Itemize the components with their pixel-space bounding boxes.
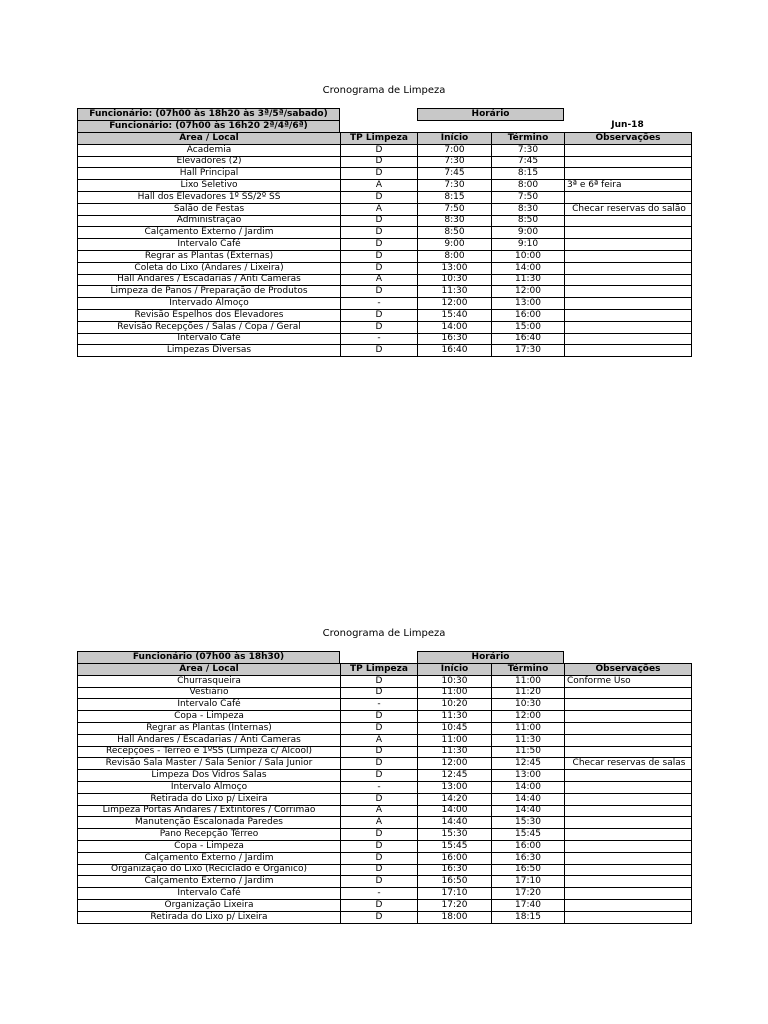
inicio-cell: 16:30 xyxy=(418,333,492,345)
observacoes-cell xyxy=(565,840,692,852)
termino-cell: 7:30 xyxy=(492,144,565,156)
inicio-cell: 11:00 xyxy=(418,687,492,699)
termino-cell: 9:10 xyxy=(492,239,565,251)
termino-cell: 11:50 xyxy=(492,746,565,758)
tp-limpeza-cell: A xyxy=(341,203,418,215)
area-cell: Limpeza Dos Vidros Salas xyxy=(78,770,341,782)
observacoes-cell xyxy=(565,333,692,345)
table-row xyxy=(78,817,692,829)
table-row xyxy=(78,250,692,262)
observacoes-cell xyxy=(565,911,692,923)
inicio-cell: 14:40 xyxy=(418,817,492,829)
tp-limpeza-cell: D xyxy=(341,687,418,699)
table-row xyxy=(78,805,692,817)
inicio-cell: 10:20 xyxy=(418,699,492,711)
area-cell: Salão de Festas xyxy=(78,203,341,215)
termino-cell: 14:00 xyxy=(492,262,565,274)
column-header-row xyxy=(78,133,692,145)
area-cell: Manutenção Escalonada Paredes xyxy=(78,817,341,829)
termino-cell: 15:45 xyxy=(492,829,565,841)
table-row xyxy=(78,711,692,723)
inicio-cell: 13:00 xyxy=(418,781,492,793)
observacoes-cell xyxy=(565,191,692,203)
table-row xyxy=(78,888,692,900)
termino-cell: 18:15 xyxy=(492,911,565,923)
table-row xyxy=(78,911,692,923)
tp-limpeza-cell: D xyxy=(341,321,418,333)
termino-cell: 12:45 xyxy=(492,758,565,770)
tp-limpeza-cell: D xyxy=(341,864,418,876)
tp-limpeza-cell: D xyxy=(341,675,418,687)
inicio-cell: 10:45 xyxy=(418,722,492,734)
termino-cell: 16:40 xyxy=(492,333,565,345)
observacoes-cell xyxy=(565,345,692,357)
termino-cell: 10:00 xyxy=(492,250,565,262)
horario-header: Horário xyxy=(417,651,564,664)
termino-cell: 11:00 xyxy=(492,675,565,687)
termino-cell: 11:20 xyxy=(492,687,565,699)
table-row xyxy=(78,309,692,321)
inicio-cell: 12:45 xyxy=(418,770,492,782)
col-area-header: Area / Local xyxy=(78,133,341,145)
col-termino-header: Término xyxy=(492,133,565,145)
table-row xyxy=(78,829,692,841)
observacoes-cell xyxy=(565,746,692,758)
observacoes-cell xyxy=(565,239,692,251)
termino-cell: 15:00 xyxy=(492,321,565,333)
termino-cell: 13:00 xyxy=(492,298,565,310)
area-cell: Copa - Limpeza xyxy=(78,840,341,852)
inicio-cell: 10:30 xyxy=(418,274,492,286)
inicio-cell: 14:00 xyxy=(418,321,492,333)
tp-limpeza-cell: D xyxy=(341,168,418,180)
tp-limpeza-cell: - xyxy=(341,333,418,345)
tp-limpeza-cell: D xyxy=(341,309,418,321)
observacoes-cell xyxy=(565,286,692,298)
area-cell: Calçamento Externo / Jardim xyxy=(78,227,341,239)
area-cell: Limpezas Diversas xyxy=(78,345,341,357)
tp-limpeza-cell: - xyxy=(341,699,418,711)
area-cell: Hall Andares / Escadarias / Anti Cameras xyxy=(78,274,341,286)
termino-cell: 11:30 xyxy=(492,274,565,286)
table-row xyxy=(78,203,692,215)
table-row xyxy=(78,734,692,746)
table-row xyxy=(78,298,692,310)
inicio-cell: 18:00 xyxy=(418,911,492,923)
termino-cell: 14:40 xyxy=(492,793,565,805)
area-cell: Revisão Recepções / Salas / Copa / Geral xyxy=(78,321,341,333)
inicio-cell: 12:00 xyxy=(418,758,492,770)
schedule-1-title: Cronograma de Limpeza xyxy=(322,85,446,96)
table-row xyxy=(78,722,692,734)
tp-limpeza-cell: D xyxy=(341,144,418,156)
area-cell: Organização do Lixo (Reciclado e Orgânico) xyxy=(78,864,341,876)
tp-limpeza-cell: A xyxy=(341,817,418,829)
table-row xyxy=(78,286,692,298)
termino-cell: 15:30 xyxy=(492,817,565,829)
termino-cell: 8:15 xyxy=(492,168,565,180)
area-cell: Regrar as Plantas (Internas) xyxy=(78,722,341,734)
observacoes-cell xyxy=(565,852,692,864)
schedule-2-title: Cronograma de Limpeza xyxy=(322,628,446,639)
tp-limpeza-cell: A xyxy=(341,180,418,192)
observacoes-cell xyxy=(565,250,692,262)
inicio-cell: 16:40 xyxy=(418,345,492,357)
inicio-cell: 7:30 xyxy=(418,180,492,192)
inicio-cell: 16:50 xyxy=(418,876,492,888)
observacoes-cell xyxy=(565,262,692,274)
tp-limpeza-cell: D xyxy=(341,239,418,251)
table-row xyxy=(78,793,692,805)
tp-limpeza-cell: D xyxy=(341,711,418,723)
area-cell: Retirada do Lixo p/ Lixeira xyxy=(78,793,341,805)
termino-cell: 8:00 xyxy=(492,180,565,192)
tp-limpeza-cell: D xyxy=(341,852,418,864)
table-row xyxy=(78,687,692,699)
termino-cell: 16:00 xyxy=(492,309,565,321)
area-cell: Vestiário xyxy=(78,687,341,699)
tp-limpeza-cell: D xyxy=(341,770,418,782)
table-row xyxy=(78,876,692,888)
col-area-header: Area / Local xyxy=(78,664,341,676)
area-cell: Intervado Almoço xyxy=(78,298,341,310)
inicio-cell: 11:30 xyxy=(418,711,492,723)
area-cell: Lixo Seletivo xyxy=(78,180,341,192)
inicio-cell: 7:45 xyxy=(418,168,492,180)
tp-limpeza-cell: D xyxy=(341,840,418,852)
table-row xyxy=(78,899,692,911)
termino-cell: 16:00 xyxy=(492,840,565,852)
area-cell: Hall dos Elevadores 1º SS/2º SS xyxy=(78,191,341,203)
tp-limpeza-cell: - xyxy=(341,781,418,793)
inicio-cell: 8:00 xyxy=(418,250,492,262)
area-cell: Administração xyxy=(78,215,341,227)
observacoes-cell: Conforme Uso xyxy=(565,675,692,687)
table-row xyxy=(78,675,692,687)
termino-cell: 8:30 xyxy=(492,203,565,215)
table-row xyxy=(78,191,692,203)
tp-limpeza-cell: D xyxy=(341,191,418,203)
observacoes-cell xyxy=(565,274,692,286)
observacoes-cell xyxy=(565,309,692,321)
observacoes-cell xyxy=(565,829,692,841)
area-cell: Regrar as Plantas (Externas) xyxy=(78,250,341,262)
inicio-cell: 17:10 xyxy=(418,888,492,900)
inicio-cell: 8:15 xyxy=(418,191,492,203)
observacoes-cell xyxy=(565,781,692,793)
tp-limpeza-cell: A xyxy=(341,734,418,746)
tp-limpeza-cell: D xyxy=(341,829,418,841)
observacoes-cell xyxy=(565,734,692,746)
observacoes-cell xyxy=(565,298,692,310)
area-cell: Academia xyxy=(78,144,341,156)
inicio-cell: 8:50 xyxy=(418,227,492,239)
termino-cell: 17:30 xyxy=(492,345,565,357)
inicio-cell: 11:30 xyxy=(418,286,492,298)
area-cell: Revisão Sala Master / Sala Senior / Sala Junior xyxy=(78,758,341,770)
area-cell: Intervalo Almoço xyxy=(78,781,341,793)
observacoes-cell xyxy=(565,722,692,734)
staff-shift: Funcionário (07h00 às 18h30) xyxy=(77,651,340,664)
area-cell: Elevadores (2) xyxy=(78,156,341,168)
termino-cell: 10:30 xyxy=(492,699,565,711)
termino-cell: 14:40 xyxy=(492,805,565,817)
inicio-cell: 13:00 xyxy=(418,262,492,274)
area-cell: Intervalo Café xyxy=(78,699,341,711)
area-cell: Hall Andares / Escadarias / Anti Cameras xyxy=(78,734,341,746)
observacoes-cell: 3ª e 6ª feira xyxy=(565,180,692,192)
table-row xyxy=(78,333,692,345)
tp-limpeza-cell: D xyxy=(341,227,418,239)
tp-limpeza-cell: A xyxy=(341,274,418,286)
tp-limpeza-cell: D xyxy=(341,876,418,888)
observacoes-cell xyxy=(565,156,692,168)
termino-cell: 12:00 xyxy=(492,286,565,298)
observacoes-cell xyxy=(565,793,692,805)
termino-cell: 11:00 xyxy=(492,722,565,734)
inicio-cell: 14:00 xyxy=(418,805,492,817)
tp-limpeza-cell: D xyxy=(341,215,418,227)
inicio-cell: 8:30 xyxy=(418,215,492,227)
observacoes-cell xyxy=(565,864,692,876)
area-cell: Revisão Espelhos dos Elevadores xyxy=(78,309,341,321)
observacoes-cell xyxy=(565,876,692,888)
month-label: Jun-18 xyxy=(611,120,644,130)
col-observacoes-header: Observações xyxy=(565,664,692,676)
table-row xyxy=(78,262,692,274)
tp-limpeza-cell: D xyxy=(341,286,418,298)
observacoes-cell xyxy=(565,699,692,711)
observacoes-cell xyxy=(565,805,692,817)
tp-limpeza-cell: D xyxy=(341,746,418,758)
table-row xyxy=(78,345,692,357)
area-cell: Intervalo Café xyxy=(78,333,341,345)
area-cell: Churrasqueira xyxy=(78,675,341,687)
area-cell: Intervalo Café xyxy=(78,888,341,900)
table-row xyxy=(78,864,692,876)
inicio-cell: 17:20 xyxy=(418,899,492,911)
termino-cell: 7:50 xyxy=(492,191,565,203)
area-cell: Limpeza de Panos / Preparação de Produtos xyxy=(78,286,341,298)
tp-limpeza-cell: - xyxy=(341,298,418,310)
termino-cell: 17:40 xyxy=(492,899,565,911)
termino-cell: 11:30 xyxy=(492,734,565,746)
observacoes-cell xyxy=(565,711,692,723)
observacoes-cell xyxy=(565,144,692,156)
table-row xyxy=(78,144,692,156)
inicio-cell: 9:00 xyxy=(418,239,492,251)
table-row xyxy=(78,239,692,251)
table-row xyxy=(78,781,692,793)
tp-limpeza-cell: D xyxy=(341,899,418,911)
area-cell: Organização Lixeira xyxy=(78,899,341,911)
inicio-cell: 15:30 xyxy=(418,829,492,841)
termino-cell: 14:00 xyxy=(492,781,565,793)
schedule-2-table xyxy=(77,663,692,924)
tp-limpeza-cell: - xyxy=(341,888,418,900)
table-row xyxy=(78,156,692,168)
termino-cell: 13:00 xyxy=(492,770,565,782)
inicio-cell: 11:00 xyxy=(418,734,492,746)
observacoes-cell xyxy=(565,687,692,699)
inicio-cell: 16:00 xyxy=(418,852,492,864)
col-inicio-header: Início xyxy=(418,133,492,145)
inicio-cell: 10:30 xyxy=(418,675,492,687)
termino-cell: 16:50 xyxy=(492,864,565,876)
col-tp-limpeza-header: TP Limpeza xyxy=(341,664,418,676)
tp-limpeza-cell: D xyxy=(341,250,418,262)
tp-limpeza-cell: D xyxy=(341,911,418,923)
observacoes-cell xyxy=(565,215,692,227)
observacoes-cell: Checar reservas de salas xyxy=(565,758,692,770)
observacoes-cell xyxy=(565,888,692,900)
area-cell: Limpeza Portas Andares / Extintores / Corrimão xyxy=(78,805,341,817)
inicio-cell: 7:30 xyxy=(418,156,492,168)
table-row xyxy=(78,852,692,864)
area-cell: Recepções - Térreo e 1ºSS (Limpeza c/ Álcool) xyxy=(78,746,341,758)
table-row xyxy=(78,321,692,333)
inicio-cell: 15:45 xyxy=(418,840,492,852)
table-row xyxy=(78,274,692,286)
schedule-1-table xyxy=(77,132,692,357)
table-row xyxy=(78,770,692,782)
table-row xyxy=(78,758,692,770)
termino-cell: 7:45 xyxy=(492,156,565,168)
inicio-cell: 16:30 xyxy=(418,864,492,876)
area-cell: Hall Principal xyxy=(78,168,341,180)
termino-cell: 16:30 xyxy=(492,852,565,864)
table-row xyxy=(78,180,692,192)
observacoes-cell xyxy=(565,321,692,333)
table-row xyxy=(78,215,692,227)
table-row xyxy=(78,840,692,852)
inicio-cell: 7:00 xyxy=(418,144,492,156)
inicio-cell: 11:30 xyxy=(418,746,492,758)
col-inicio-header: Início xyxy=(418,664,492,676)
termino-cell: 8:50 xyxy=(492,215,565,227)
table-row xyxy=(78,699,692,711)
observacoes-cell xyxy=(565,770,692,782)
inicio-cell: 15:40 xyxy=(418,309,492,321)
termino-cell: 17:10 xyxy=(492,876,565,888)
area-cell: Coleta do Lixo (Andares / Lixeira) xyxy=(78,262,341,274)
area-cell: Pano Recepção Térreo xyxy=(78,829,341,841)
column-header-row xyxy=(78,664,692,676)
area-cell: Calçamento Externo / Jardim xyxy=(78,876,341,888)
table-row xyxy=(78,746,692,758)
tp-limpeza-cell: D xyxy=(341,722,418,734)
inicio-cell: 7:50 xyxy=(418,203,492,215)
termino-cell: 17:20 xyxy=(492,888,565,900)
area-cell: Calçamento Externo / Jardim xyxy=(78,852,341,864)
tp-limpeza-cell: D xyxy=(341,758,418,770)
tp-limpeza-cell: D xyxy=(341,262,418,274)
table-row xyxy=(78,168,692,180)
tp-limpeza-cell: D xyxy=(341,793,418,805)
inicio-cell: 14:20 xyxy=(418,793,492,805)
observacoes-cell xyxy=(565,899,692,911)
staff-shift-1: Funcionário: (07h00 às 18h20 às 3ª/5ª/sabado) xyxy=(77,108,340,121)
observacoes-cell xyxy=(565,227,692,239)
termino-cell: 9:00 xyxy=(492,227,565,239)
col-termino-header: Término xyxy=(492,664,565,676)
col-observacoes-header: Observações xyxy=(565,133,692,145)
termino-cell: 12:00 xyxy=(492,711,565,723)
table-row xyxy=(78,227,692,239)
area-cell: Intervalo Café xyxy=(78,239,341,251)
area-cell: Retirada do Lixo p/ Lixeira xyxy=(78,911,341,923)
observacoes-cell xyxy=(565,817,692,829)
col-tp-limpeza-header: TP Limpeza xyxy=(341,133,418,145)
horario-header: Horário xyxy=(417,108,564,121)
observacoes-cell: Checar reservas do salão xyxy=(565,203,692,215)
inicio-cell: 12:00 xyxy=(418,298,492,310)
observacoes-cell xyxy=(565,168,692,180)
staff-shift-2: Funcionário: (07h00 às 16h20 2ª/4ª/6ª) xyxy=(77,120,340,133)
tp-limpeza-cell: A xyxy=(341,805,418,817)
tp-limpeza-cell: D xyxy=(341,156,418,168)
tp-limpeza-cell: D xyxy=(341,345,418,357)
area-cell: Copa - Limpeza xyxy=(78,711,341,723)
